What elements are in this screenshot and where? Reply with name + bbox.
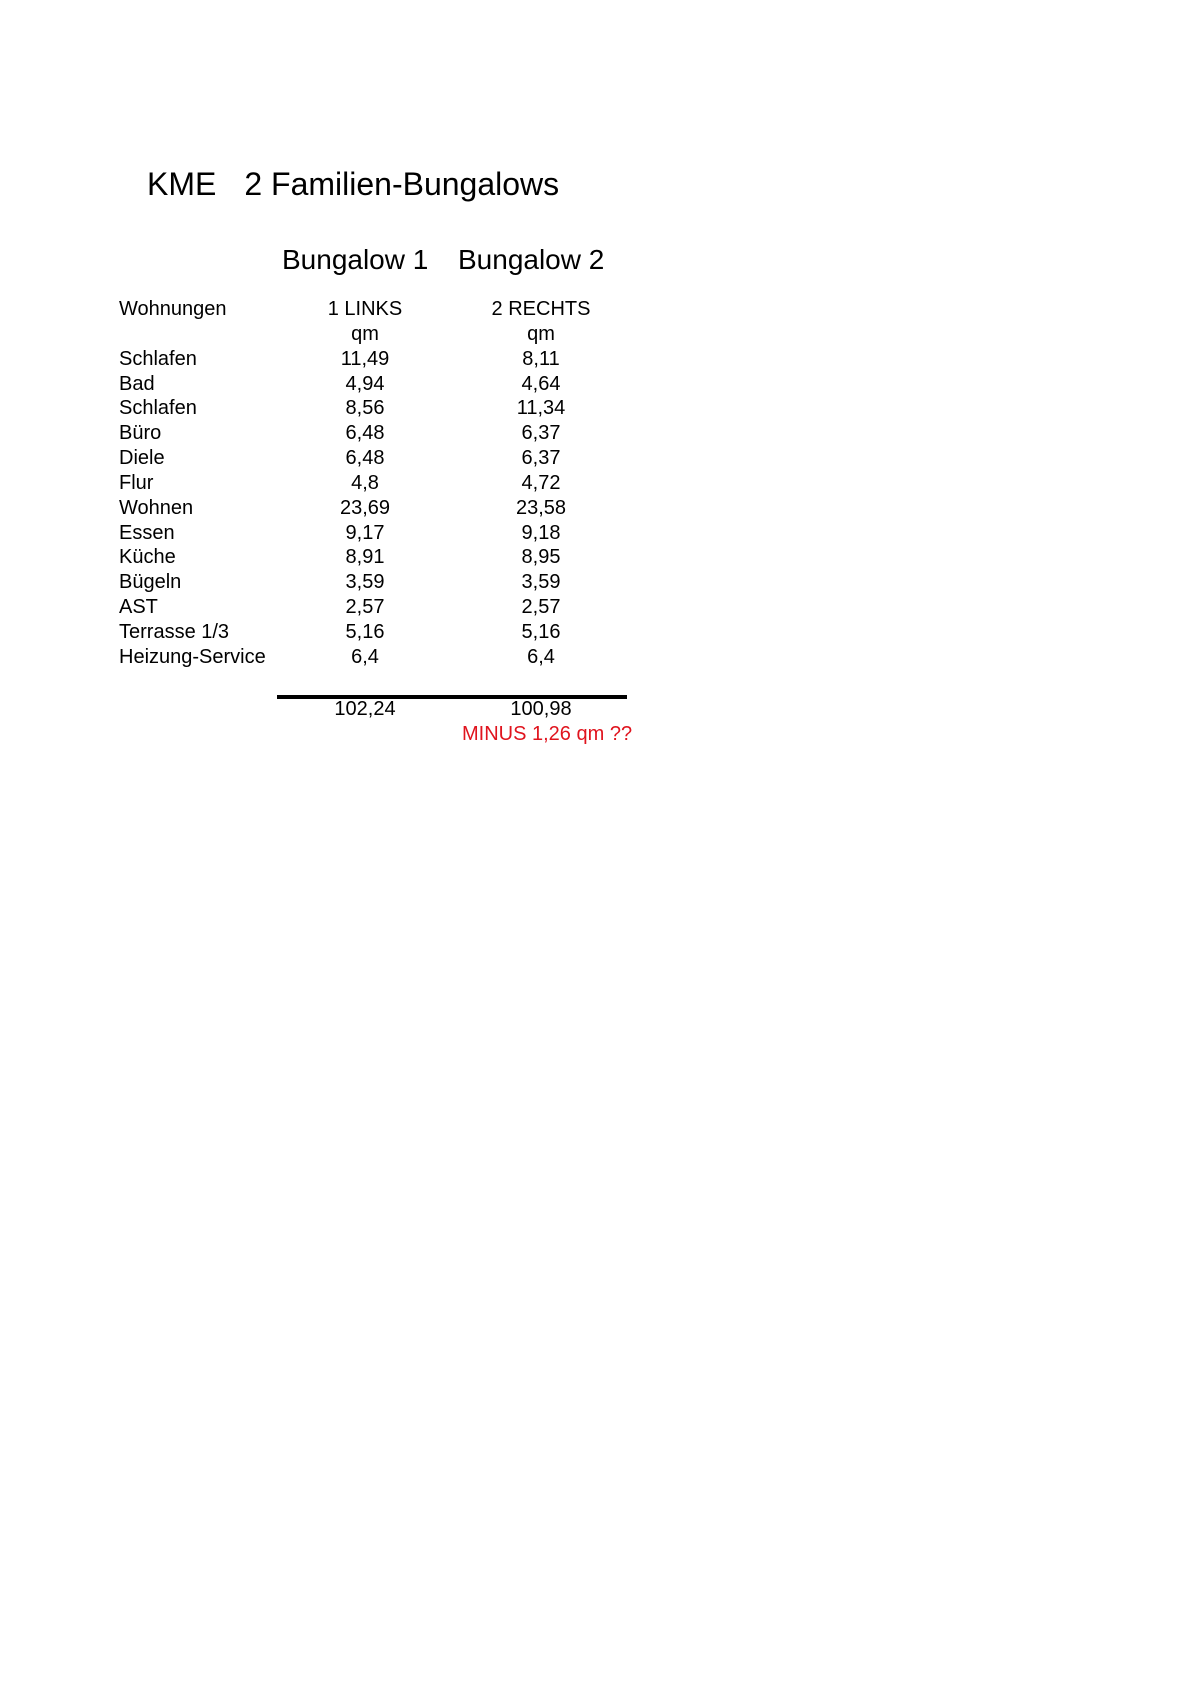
room-label: Essen	[119, 521, 175, 544]
room-label: Flur	[119, 471, 154, 494]
area-bungalow-1: 2,57	[345, 596, 385, 619]
room-label: Terrasse 1/3	[119, 620, 230, 643]
room-row	[0, 347, 1190, 372]
room-row	[0, 421, 1190, 446]
area-bungalow-1: 9,17	[345, 521, 385, 544]
room-label: Bad	[119, 372, 155, 395]
area-bungalow-2: 8,95	[521, 546, 561, 569]
area-bungalow-1: 8,56	[345, 397, 385, 420]
room-label: Heizung-Service	[119, 645, 266, 668]
room-label: Küche	[119, 546, 176, 569]
room-label: Schlafen	[119, 397, 197, 420]
room-row	[0, 521, 1190, 546]
area-bungalow-1: 3,59	[345, 571, 385, 594]
room-row	[0, 396, 1190, 421]
area-bungalow-2: 3,59	[521, 571, 561, 594]
room-label: Büro	[119, 422, 162, 445]
title-code: KME	[147, 166, 217, 202]
room-label: Bügeln	[119, 571, 182, 594]
area-bungalow-2: 6,37	[521, 447, 561, 470]
unit-label-1: qm	[351, 322, 379, 345]
area-bungalow-2: 4,72	[521, 471, 561, 494]
room-row	[0, 496, 1190, 521]
unit-row	[0, 322, 1190, 347]
room-rows	[0, 347, 1190, 670]
area-bungalow-1: 4,8	[351, 471, 379, 494]
area-bungalow-1: 23,69	[339, 496, 391, 519]
area-bungalow-2: 23,58	[515, 496, 567, 519]
area-bungalow-2: 6,4	[527, 645, 555, 668]
area-bungalow-2: 9,18	[521, 521, 561, 544]
apartment-2-header: 2 RECHTS	[491, 298, 591, 320]
area-bungalow-2: 6,37	[521, 422, 561, 445]
room-label: Wohnen	[119, 496, 194, 519]
unit-label-2: qm	[527, 322, 555, 345]
room-row	[0, 471, 1190, 496]
room-row	[0, 545, 1190, 570]
area-bungalow-1: 5,16	[345, 620, 385, 643]
column-header-bungalow-1: Bungalow 1	[282, 244, 429, 275]
row-label-wohnungen: Wohnungen	[119, 298, 227, 320]
apartment-1-header: 1 LINKS	[327, 298, 403, 320]
room-row	[0, 620, 1190, 645]
totals-row	[0, 697, 1190, 722]
area-bungalow-1: 6,4	[351, 645, 379, 668]
area-bungalow-1: 6,48	[345, 447, 385, 470]
difference-note: MINUS 1,26 qm ??	[462, 723, 633, 745]
document-title	[147, 168, 559, 200]
room-row	[0, 446, 1190, 471]
area-table	[0, 297, 1190, 670]
area-bungalow-2: 11,34	[516, 397, 566, 420]
area-bungalow-2: 4,64	[521, 372, 561, 395]
room-row	[0, 595, 1190, 620]
area-bungalow-1: 11,49	[340, 347, 390, 370]
total-bungalow-2: 100,98	[510, 698, 572, 720]
room-label: Diele	[119, 447, 165, 470]
area-bungalow-2: 5,16	[521, 620, 561, 643]
room-label: AST	[119, 596, 158, 619]
title-text: 2 Familien-Bungalows	[244, 166, 560, 202]
room-label: Schlafen	[119, 347, 197, 370]
area-bungalow-2: 2,57	[521, 596, 561, 619]
area-bungalow-1: 8,91	[345, 546, 385, 569]
room-row	[0, 645, 1190, 670]
area-bungalow-1: 6,48	[345, 422, 385, 445]
area-bungalow-2: 8,11	[522, 347, 560, 370]
room-row	[0, 570, 1190, 595]
total-bungalow-1: 102,24	[334, 698, 396, 720]
area-bungalow-1: 4,94	[345, 372, 385, 395]
room-row	[0, 372, 1190, 397]
column-header-bungalow-2: Bungalow 2	[458, 244, 605, 275]
header-row	[0, 297, 1190, 322]
